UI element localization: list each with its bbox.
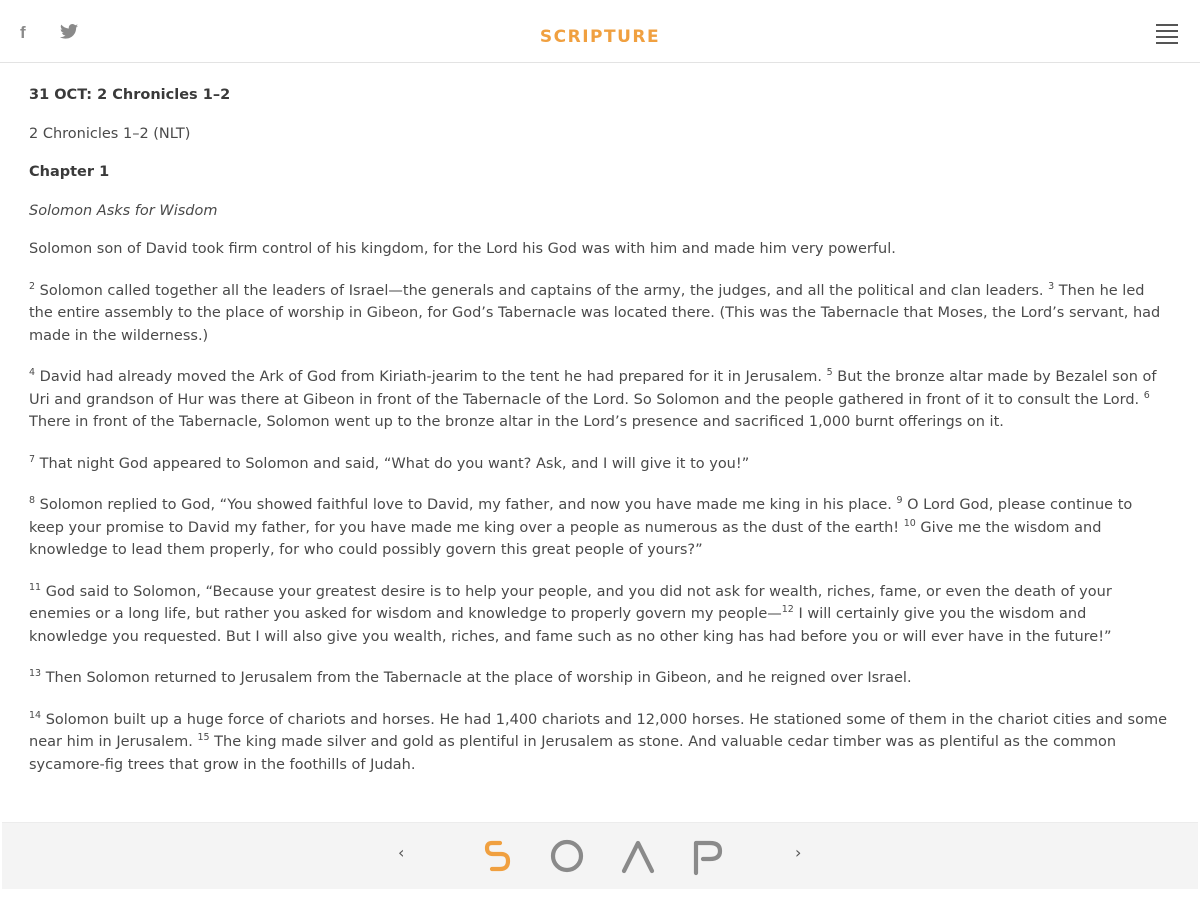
verse-number: 15 [197,732,210,743]
verse-text: I will certainly give you the wisdom and knowledge you requested. But I will also give you wealth, riches, and fame such as no other king has had before you or will ever have in the future!” [29,606,1112,645]
verse-text: There in front of the Tabernacle, Solomon went up to the bronze altar in the Lord’s presence and sacrificed 1,000 burnt offerings on it. [29,414,1004,430]
hamburger-menu-icon[interactable] [1156,24,1178,48]
verse-paragraph [29,280,1169,348]
verse-number: 10 [903,517,916,529]
verse-text: God said to Solomon, “Because your greatest desire is to help your people, and you did not ask for wealth, riches, fame, or even the death of your enemies or a long life, but rather you asked for wisdom and knowledge to properly govern my people— [29,583,1112,622]
verse-text: Then Solomon returned to Jerusalem from the Tabernacle at the place of worship in Gibeon, and he reigned over Israel. [41,670,912,686]
verse-text: O Lord God, please continue to keep your promise to David my father, for you have made me king over a people as numerous as the dust of the earth! [29,497,1133,536]
verse-paragraph [29,667,1169,690]
verse-text: Give me the wisdom and knowledge to lead them properly, for who could possibly govern this great people of yours?” [29,519,1102,558]
soap-step-o-icon[interactable] [547,837,587,877]
verse-number: 14 [29,709,42,721]
soap-step-s-icon[interactable] [478,837,518,877]
soap-navigation-bar [2,822,1198,889]
verse-number: 7 [29,453,36,465]
soap-step-a-icon[interactable] [619,837,659,877]
verse-text: But the bronze altar made by Bezalel son of Uri and grandson of Hur was there at Gibeon in front of the Tabernacle of the Lord. So Solomon and the people gathered in front of it to consult the Lord. [29,369,1157,408]
section-subtitle: Solomon Asks for Wisdom [29,202,218,219]
verse-paragraph: Solomon son of David took firm control of his kingdom, for the Lord his God was with him and made him very powerful. [29,241,896,257]
page-title: SCRIPTURE [539,27,661,47]
verse-number: 3 [1048,280,1055,292]
verse-paragraph [29,709,1169,777]
verse-text: Solomon built up a huge force of chariots and horses. He had 1,400 chariots and 12,000 horses. He stationed some of them in the chariot cities and some near him in Jerusalem. [29,711,1168,750]
verse-number: 6 [1143,389,1150,401]
verse-number: 4 [29,367,36,378]
verse-text: Solomon replied to God, “You showed faithful love to David, my father, and now you have made me king in his place. [35,497,897,513]
verse-text: That night God appeared to Solomon and said, “What do you want? Ask, and I will give it to you!” [35,455,750,472]
soap-step-p-icon[interactable] [688,837,728,877]
top-bar [0,0,1200,63]
menu-line [1156,24,1178,26]
verse-text: The king made silver and gold as plentiful in Jerusalem as stone. And valuable cedar timber was as plentiful as the common sycamore-fig trees that grow in the foothills of Judah. [29,734,1117,773]
verse-paragraph [29,366,1169,434]
next-arrow-icon[interactable]: › [795,843,802,862]
verse-paragraph [29,453,1169,476]
verse-number: 13 [29,668,42,679]
verse-number: 2 [29,280,36,292]
reading-title: 31 OCT: 2 Chronicles 1–2 [29,87,231,103]
verse-text: Solomon called together all the leaders of Israel—the generals and captains of the army, the judges, and all the political and clan leaders. [35,282,1049,299]
verse-paragraph [29,494,1169,562]
scripture-content [29,84,1169,822]
menu-line [1156,30,1178,32]
verse-number: 5 [826,367,833,378]
verse-number: 8 [29,495,36,506]
menu-line [1156,42,1178,44]
previous-arrow-icon[interactable]: ‹ [398,843,405,862]
reading-reference: 2 Chronicles 1–2 (NLT) [29,125,191,142]
facebook-icon[interactable]: f [20,23,26,42]
menu-line [1156,36,1178,38]
verse-number: 12 [781,604,794,615]
chapter-heading: Chapter 1 [29,164,110,180]
verse-text: Then he led the entire assembly to the place of worship in Gibeon, for God’s Tabernacle was located there. (This was the Tabernacle that Moses, the Lord’s servant, had made in the wilderness.) [29,282,1161,344]
verse-paragraph [29,581,1169,649]
verse-number: 11 [29,581,42,593]
verse-text: David had already moved the Ark of God from Kiriath-jearim to the tent he had prepared for it in Jerusalem. [35,369,827,385]
verse-number: 9 [896,495,903,506]
